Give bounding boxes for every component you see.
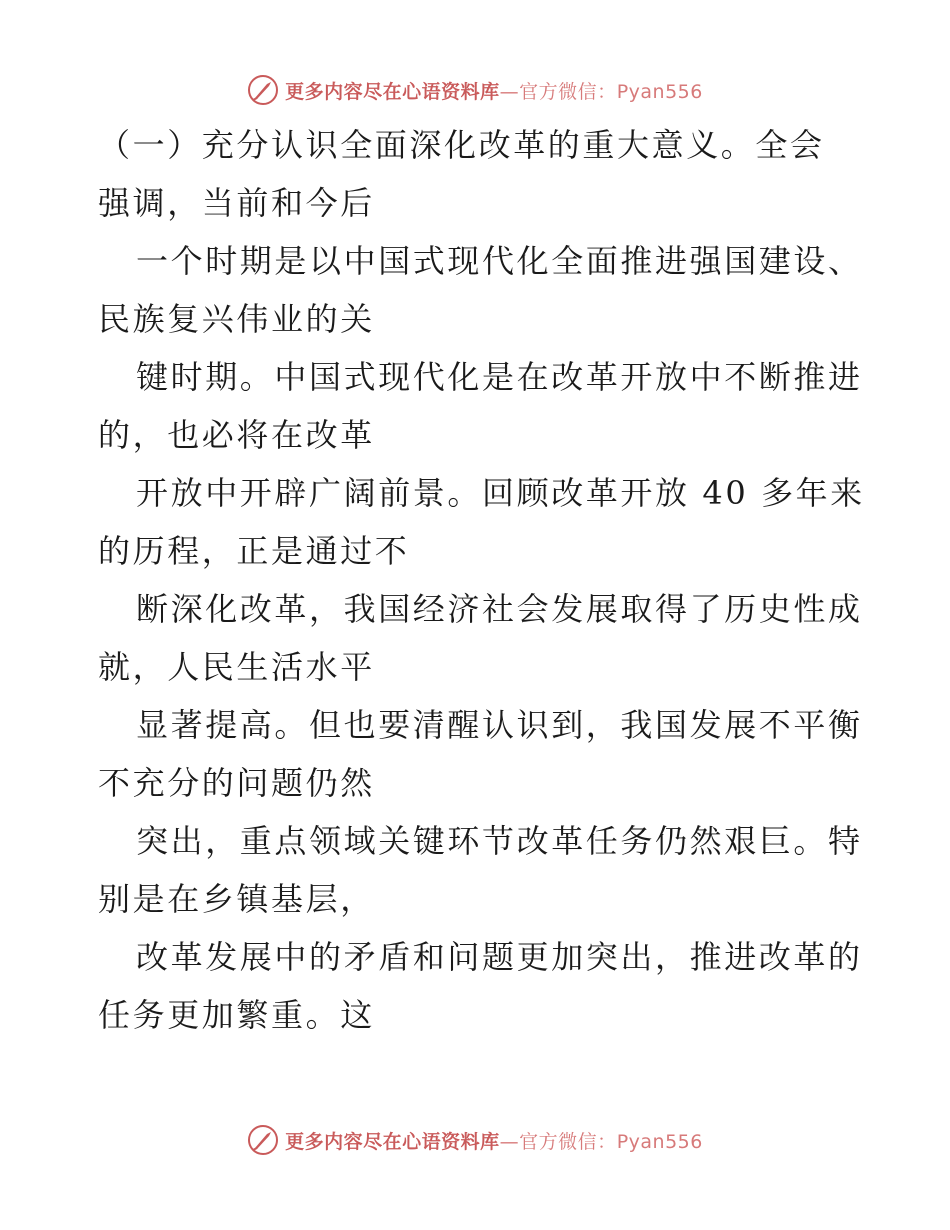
quill-pen-logo-icon — [247, 1124, 279, 1156]
header-watermark-banner — [0, 70, 950, 110]
banner-wechat-id: Pyan556 — [616, 1130, 703, 1153]
text-line: 任务更加繁重。这 — [98, 996, 375, 1034]
text-line: 的历程，正是通过不 — [98, 532, 410, 570]
text-line: 不充分的问题仍然 — [98, 764, 375, 802]
text-line: （一）充分认识全面深化改革的重大意义。全会 — [98, 126, 825, 164]
text-line: 改革发展中的矛盾和问题更加突出，推进改革的 — [136, 938, 863, 976]
footer-watermark-banner — [0, 1120, 950, 1160]
text-line: 突出，重点领域关键环节改革任务仍然艰巨。特 — [136, 822, 863, 860]
banner-separator: — — [499, 1130, 520, 1153]
banner-wechat-label: 官方微信： — [519, 1130, 617, 1153]
text-line: 民族复兴伟业的关 — [98, 300, 375, 338]
quill-pen-logo-icon — [247, 74, 279, 106]
banner-text — [285, 77, 703, 104]
text-line: 开放中开辟广阔前景。回顾改革开放 40 多年来 — [136, 474, 865, 512]
banner-site-name: 更多内容尽在心语资料库 — [285, 80, 500, 103]
banner-site-name: 更多内容尽在心语资料库 — [285, 1130, 500, 1153]
banner-wechat-id: Pyan556 — [616, 80, 703, 103]
text-line: 一个时期是以中国式现代化全面推进强国建设、 — [136, 242, 863, 280]
text-line: 强调，当前和今后 — [98, 184, 375, 222]
text-line: 的，也必将在改革 — [98, 416, 375, 454]
banner-text — [285, 1127, 703, 1154]
text-line: 显著提高。但也要清醒认识到，我国发展不平衡 — [136, 706, 863, 744]
banner-wechat-label: 官方微信： — [519, 80, 617, 103]
banner-separator: — — [499, 80, 520, 103]
text-line: 别是在乡镇基层， — [98, 880, 375, 918]
text-line: 就，人民生活水平 — [98, 648, 375, 686]
text-line: 键时期。中国式现代化是在改革开放中不断推进 — [136, 358, 863, 396]
text-line: 断深化改革，我国经济社会发展取得了历史性成 — [136, 590, 863, 628]
